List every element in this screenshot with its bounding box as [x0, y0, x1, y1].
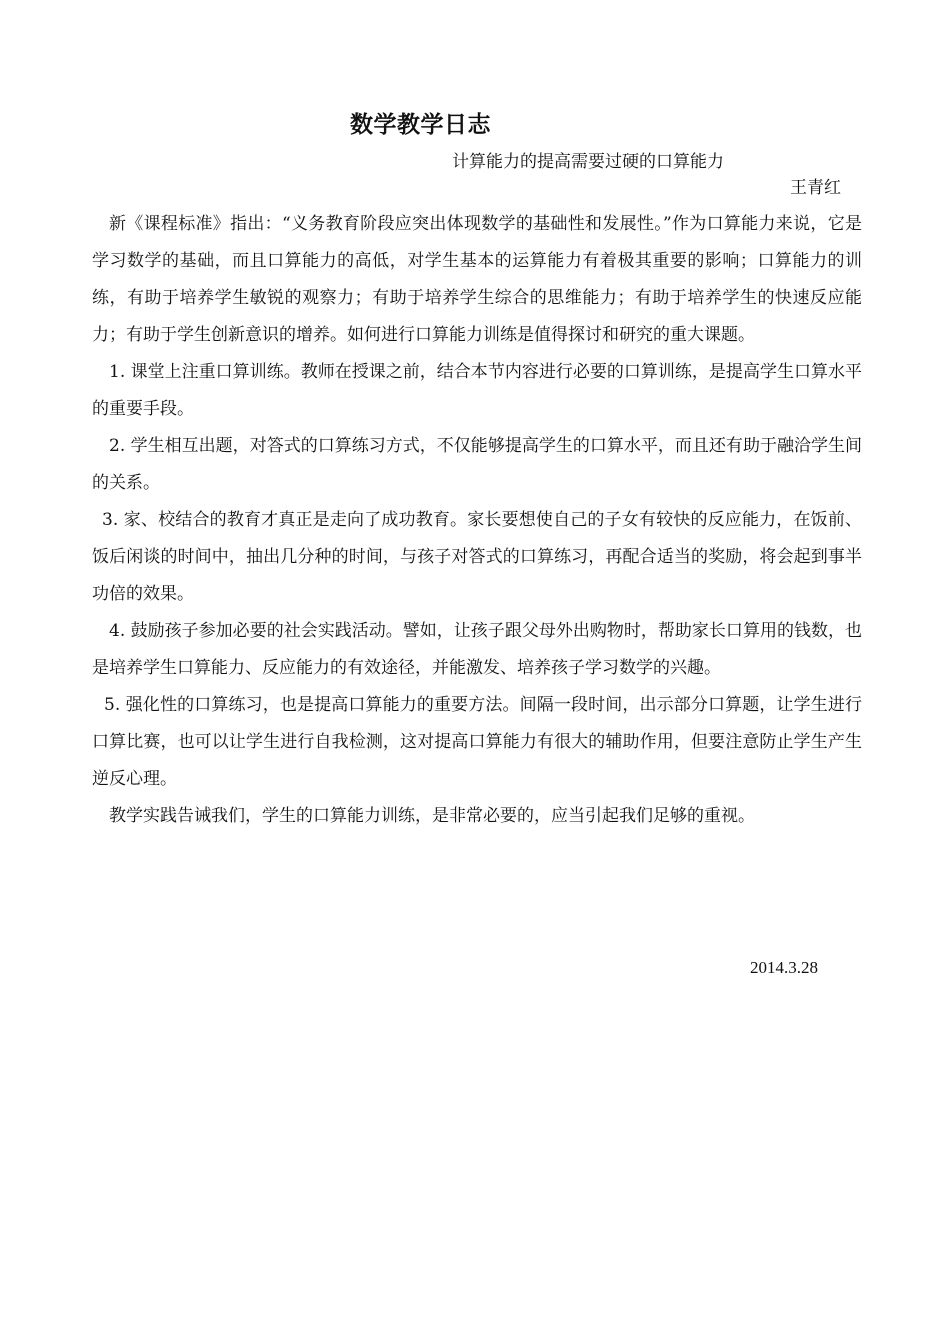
document-body	[92, 206, 862, 835]
paragraph-point-5: 5. 强化性的口算练习，也是提高口算能力的重要方法。间隔一段时间，出示部分口算题，让学生进行口算比赛，也可以让学生进行自我检测，这对提高口算能力有很大的辅助作用，但要注意防止学生产生逆反心理。	[92, 695, 862, 789]
author-name: 王青红	[790, 178, 841, 198]
document-subtitle: 计算能力的提高需要过硬的口算能力	[452, 152, 724, 172]
paragraph-point-1: 1. 课堂上注重口算训练。教师在授课之前，结合本节内容进行必要的口算训练，是提高学生口算水平的重要手段。	[92, 362, 862, 419]
document-title: 数学教学日志	[350, 112, 491, 138]
paragraph-conclusion: 教学实践告诫我们，学生的口算能力训练，是非常必要的，应当引起我们足够的重视。	[109, 806, 755, 826]
document-date: 2014.3.28	[750, 958, 818, 977]
paragraph-point-4: 4. 鼓励孩子参加必要的社会实践活动。譬如，让孩子跟父母外出购物时，帮助家长口算用的钱数，也是培养学生口算能力、反应能力的有效途径，并能激发、培养孩子学习数学的兴趣。	[92, 621, 862, 678]
paragraph-intro: 新《课程标准》指出：“义务教育阶段应突出体现数学的基础性和发展性。”作为口算能力来说，它是学习数学的基础，而且口算能力的高低，对学生基本的运算能力有着极其重要的影响；口算能力的训练，有助于培养学生敏锐的观察力；有助于培养学生综合的思维能力；有助于培养学生的快速反应能力；有助于学生创新意识的增养。如何进行口算能力训练是值得探讨和研究的重大课题。	[92, 214, 862, 345]
paragraph-point-3: 3. 家、校结合的教育才真正是走向了成功教育。家长要想使自己的子女有较快的反应能力，在饭前、饭后闲谈的时间中，抽出几分种的时间，与孩子对答式的口算练习，再配合适当的奖励，将会起到事半功倍的效果。	[92, 510, 862, 604]
paragraph-point-2: 2. 学生相互出题，对答式的口算练习方式，不仅能够提高学生的口算水平，而且还有助于融洽学生间的关系。	[92, 436, 862, 493]
